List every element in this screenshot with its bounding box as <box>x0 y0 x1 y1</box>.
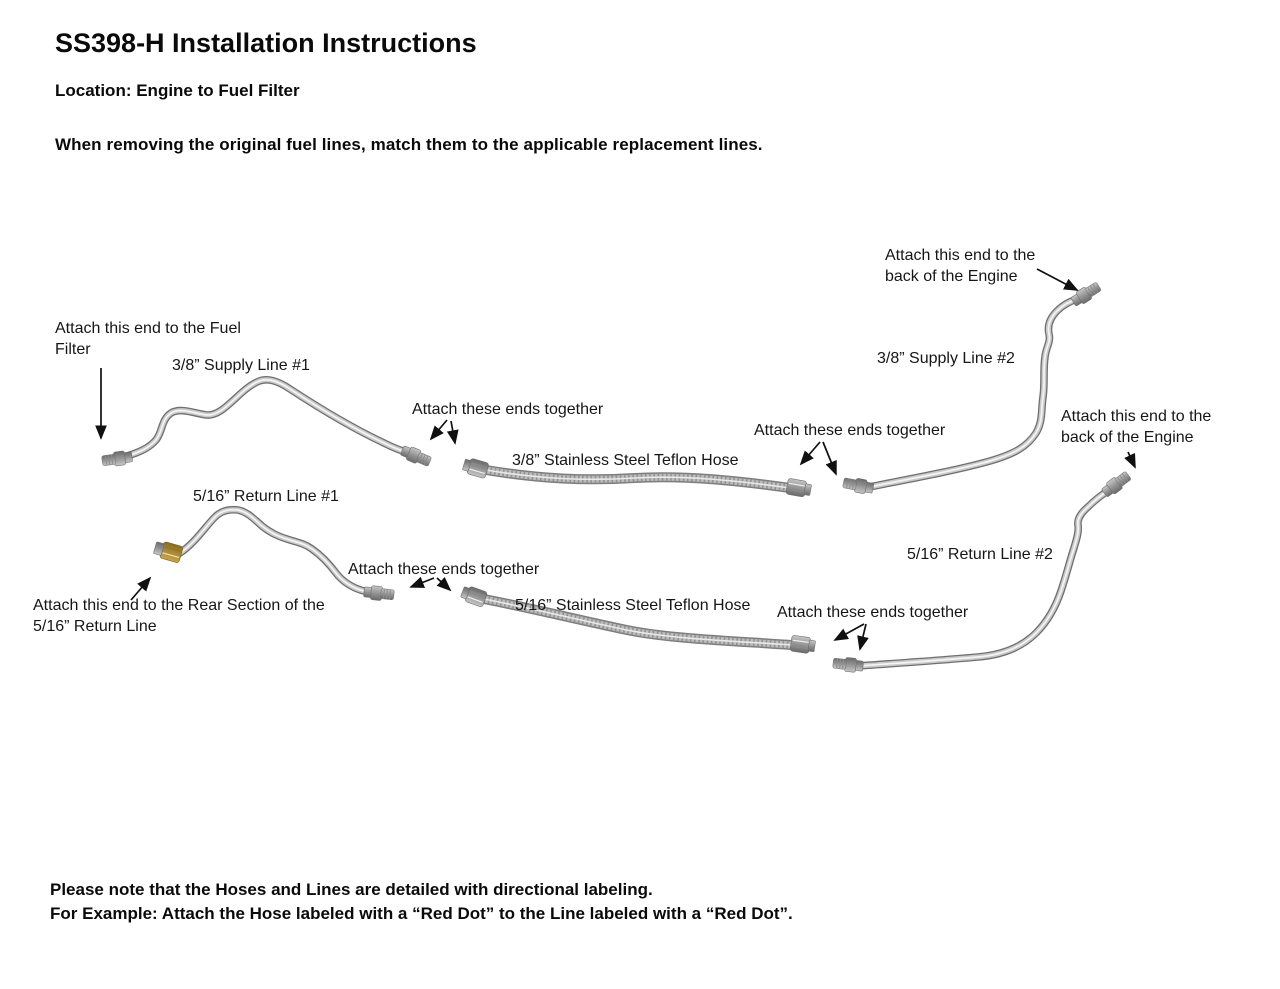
supply-line-1-right-fitting <box>399 444 432 469</box>
hose-3-8-left-nut <box>462 457 489 479</box>
label-attach-rear-section: Attach this end to the Rear Section of the 5/16” Return Line <box>33 597 325 635</box>
label-hose-3-8: 3/8” Stainless Steel Teflon Hose <box>512 452 739 469</box>
arrow-ends-2-left <box>801 442 820 464</box>
return-line-1-brass-fitting <box>153 539 184 563</box>
hose-5-16-right-nut <box>790 635 816 654</box>
label-attach-ends-2: Attach these ends together <box>754 422 946 439</box>
supply-line-2-left-fitting <box>842 476 874 495</box>
label-attach-fuel-filter: Attach this end to the Fuel Filter <box>55 320 241 358</box>
arrow-ends-4-left <box>835 624 864 640</box>
return-line-2-top-fitting <box>1100 470 1132 499</box>
label-attach-ends-1: Attach these ends together <box>412 401 604 418</box>
return-line-1-right-fitting <box>363 585 394 602</box>
footer-note-2: For Example: Attach the Hose labeled with a “Red Dot” to the Line labeled with a “Red Dot”. <box>50 904 793 923</box>
label-return-line-2: 5/16” Return Line #2 <box>907 546 1053 563</box>
label-supply-line-1: 3/8” Supply Line #1 <box>172 357 310 374</box>
supply-line-2-top-fitting <box>1070 280 1103 308</box>
return-line-2-left-fitting <box>832 656 863 673</box>
label-attach-ends-4: Attach these ends together <box>777 604 969 621</box>
location-line: Location: Engine to Fuel Filter <box>55 81 300 100</box>
arrow-ends-1-left <box>431 420 447 439</box>
label-attach-engine-top: Attach this end to the back of the Engine <box>885 247 1036 285</box>
supply-line-2-image <box>842 280 1102 495</box>
arrow-engine-right <box>1128 452 1135 467</box>
return-line-2-image <box>832 470 1132 674</box>
supply-line-1-image <box>101 380 432 469</box>
arrow-ends-1-right <box>451 421 455 443</box>
supply-line-1-left-fitting <box>101 450 133 468</box>
label-supply-line-2: 3/8” Supply Line #2 <box>877 350 1015 367</box>
footer-note-1: Please note that the Hoses and Lines are detailed with directional labeling. <box>50 880 653 899</box>
label-attach-engine-right: Attach this end to the back of the Engine <box>1061 408 1212 446</box>
arrow-ends-4-right <box>860 624 866 649</box>
hose-3-8-right-nut <box>786 478 812 498</box>
arrow-ends-2-right <box>823 442 836 474</box>
hose-5-16-left-nut <box>460 584 488 607</box>
intro-line: When removing the original fuel lines, match them to the applicable replacement lines. <box>55 135 763 154</box>
page-title: SS398-H Installation Instructions <box>55 28 477 58</box>
label-hose-5-16: 5/16” Stainless Steel Teflon Hose <box>515 597 751 614</box>
label-attach-ends-3: Attach these ends together <box>348 561 540 578</box>
return-line-1-image <box>153 510 395 602</box>
label-return-line-1: 5/16” Return Line #1 <box>193 488 339 505</box>
